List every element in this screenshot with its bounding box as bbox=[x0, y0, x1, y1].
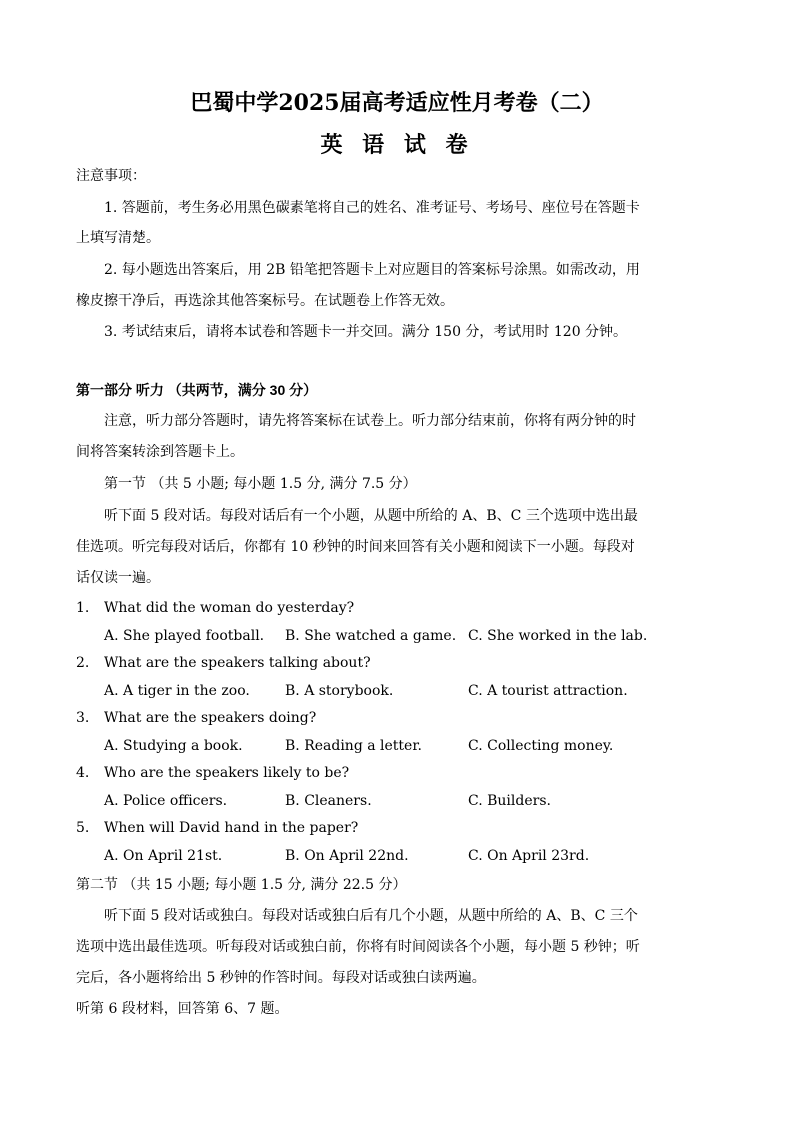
option-c: C. Builders. bbox=[468, 793, 551, 809]
option-a: A. Studying a book. bbox=[104, 738, 243, 754]
notes-item-2: 2. 每小题选出答案后，用 2B 铅笔把答题卡上对应题目的答案标号涂黑。如需改动，用 bbox=[104, 262, 640, 278]
part1-intro: 注意，听力部分答题时，请先将答案标在试卷上。听力部分结束前，你将有两分钟的时 bbox=[104, 413, 636, 429]
question-stem: What are the speakers doing? bbox=[104, 710, 317, 726]
option-c: C. On April 23rd. bbox=[468, 848, 590, 864]
question-number: 3. bbox=[76, 710, 90, 726]
option-c: C. She worked in the lab. bbox=[468, 628, 648, 644]
question-number: 5. bbox=[76, 820, 90, 836]
material-6-prompt: 听第 6 段材料，回答第 6、7 题。 bbox=[76, 1001, 289, 1017]
part1-intro-cont: 间将答案转涂到答题卡上。 bbox=[76, 444, 244, 460]
question-number: 4. bbox=[76, 765, 90, 781]
question-stem: Who are the speakers likely to be? bbox=[104, 765, 350, 781]
notes-heading: 注意事项： bbox=[76, 168, 146, 184]
section2-heading: 第二节 （共 15 小题; 每小题 1.5 分, 满分 22.5 分） bbox=[76, 877, 407, 893]
section2-instructions-cont: 选项中选出最佳选项。听每段对话或独白前，你将有时间阅读各个小题，每小题 5 秒钟；听 bbox=[76, 939, 640, 955]
part1-heading: 第一部分 听力 （共两节，满分 30 分） bbox=[76, 382, 318, 398]
option-b: B. On April 22nd. bbox=[285, 848, 409, 864]
notes-item-3: 3. 考试结束后，请将本试卷和答题卡一并交回。满分 150 分，考试用时 120 分钟。 bbox=[104, 324, 628, 340]
section2-instructions-cont2: 完后，各小题将给出 5 秒钟的作答时间。每段对话或独白读两遍。 bbox=[76, 970, 486, 986]
option-b: B. Cleaners. bbox=[285, 793, 372, 809]
option-b: B. A storybook. bbox=[285, 683, 394, 699]
question-number: 1. bbox=[76, 600, 90, 616]
section1-instructions-cont2: 话仅读一遍。 bbox=[76, 570, 160, 586]
section1-instructions-cont: 佳选项。听完每段对话后，你都有 10 秒钟的时间来回答有关小题和阅读下一小题。每段对 bbox=[76, 539, 635, 555]
option-a: A. On April 21st. bbox=[104, 848, 223, 864]
notes-item-2-cont: 橡皮擦干净后，再选涂其他答案标号。在试题卷上作答无效。 bbox=[76, 293, 454, 309]
exam-title: 巴蜀中学2025届高考适应性月考卷（二） bbox=[190, 90, 604, 116]
option-b: B. Reading a letter. bbox=[285, 738, 422, 754]
option-c: C. Collecting money. bbox=[468, 738, 614, 754]
section1-instructions: 听下面 5 段对话。每段对话后有一个小题，从题中所给的 A、B、C 三个选项中选出最 bbox=[104, 508, 638, 524]
option-a: A. She played football. bbox=[104, 628, 265, 644]
notes-item-1-cont: 上填写清楚。 bbox=[76, 230, 160, 246]
option-a: A. A tiger in the zoo. bbox=[104, 683, 250, 699]
option-c: C. A tourist attraction. bbox=[468, 683, 628, 699]
option-b: B. She watched a game. bbox=[285, 628, 457, 644]
option-a: A. Police officers. bbox=[104, 793, 228, 809]
section1-heading: 第一节 （共 5 小题; 每小题 1.5 分, 满分 7.5 分） bbox=[104, 476, 417, 492]
question-stem: What are the speakers talking about? bbox=[104, 655, 371, 671]
notes-item-1: 1. 答题前，考生务必用黑色碳素笔将自己的姓名、准考证号、考场号、座位号在答题卡 bbox=[104, 200, 640, 216]
question-stem: What did the woman do yesterday? bbox=[104, 600, 355, 616]
question-stem: When will David hand in the paper? bbox=[104, 820, 359, 836]
exam-subtitle: 英 语 试 卷 bbox=[320, 132, 474, 158]
question-number: 2. bbox=[76, 655, 90, 671]
section2-instructions: 听下面 5 段对话或独白。每段对话或独白后有几个小题，从题中所给的 A、B、C 三个 bbox=[104, 908, 638, 924]
